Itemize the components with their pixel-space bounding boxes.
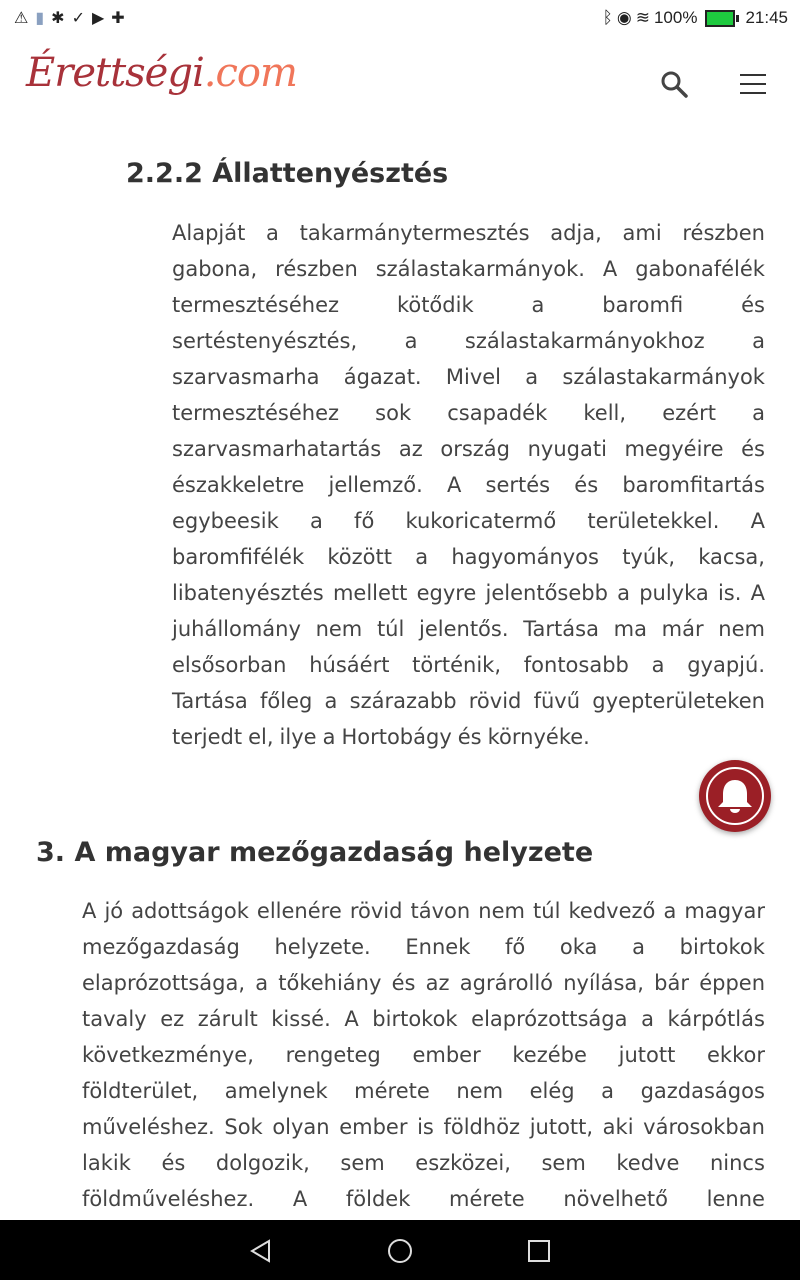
text-line: termesztéséhez sok csapadék kell, ezért a [172,401,765,425]
text-line: elsősorban húsáért történik, fontosabb a gyapjú. [172,653,765,677]
youtube-icon: ▶ [91,10,105,27]
back-icon[interactable] [248,1238,274,1264]
paragraph [82,893,765,1217]
text-line: földműveléshez. A földek mérete növelhető lenne [82,1187,765,1211]
notification-bell-button[interactable] [699,760,771,832]
text-line: terjedt el, ilye a Hortobágy és környéke. [172,725,590,749]
text-line: juhállomány nem túl jelentős. Tartása ma már nem [172,617,765,641]
battery-icon [705,10,735,27]
text-line: földterület, amelynek mérete nem elég a gazdaságos [82,1079,765,1103]
bluetooth-icon: ᛒ [602,8,613,27]
text-line: mezőgazdaság helyzete. Ennek fő oka a birtokok [82,935,765,959]
text-line: lakik és dolgozik, sem eszközei, sem kedve nincs [82,1151,765,1175]
section-heading: 2.2.2 Állattenyésztés [126,158,449,189]
wifi-icon: ≋ [635,8,650,27]
battery-percent: 100% [653,8,698,27]
text-line: Alapját a takarmánytermesztés adja, ami részben [172,221,765,245]
text-line: libatenyésztés mellett egyre jelentősebb a pulyka is. A [172,581,765,605]
text-line: termesztéséhez kötődik a baromfi és [172,293,765,317]
home-icon[interactable] [387,1238,413,1264]
site-header [0,38,800,122]
warning-icon: ⚠ [14,10,29,27]
text-line: következménye, rengeteg ember kezébe jutott ekkor [82,1043,765,1067]
article-content [0,122,800,1220]
clock: 21:45 [745,8,788,27]
app-plus-icon: ✚ [111,10,125,27]
text-line: tavaly ez zárult kissé. A birtokok elaprózottsága a kárpótlás [82,1007,765,1031]
bell-icon [699,760,771,832]
status-bar [0,0,800,38]
text-line: gabona, részben szálastakarmányok. A gabonafélék [172,257,765,281]
text-line: elaprózottsága, a tőkehiány és az agrárolló nyílása, bár éppen [82,971,765,995]
search-icon[interactable] [660,70,688,98]
menu-icon[interactable] [740,74,766,94]
text-line: műveléshez. Sok olyan ember is földhöz jutott, aki városokban [82,1115,765,1139]
text-line: sertéstenyésztés, a szálastakarmányokhoz a [172,329,765,353]
text-line: baromfifélék között a hagyományos tyúk, kacsa, [172,545,765,569]
text-line: szarvasmarha ágazat. Mivel a szálastakarmányok [172,365,765,389]
site-logo[interactable]: Érettségi.com [26,50,297,96]
text-line: A jó adottságok ellenére rövid távon nem túl kedvező a magyar [82,899,765,923]
download-done-icon: ✓ [71,10,85,27]
text-line: Tartása főleg a szárazabb rövid füvű gyepterületeken [172,689,765,713]
text-line: egybeesik a fő kukoricatermő területekkel. A [172,509,765,533]
section-heading: 3. A magyar mezőgazdaság helyzete [36,837,594,868]
eye-icon: ◉ [616,8,632,27]
avast-icon: ✱ [51,10,65,27]
navigation-bar [0,1220,800,1280]
shield-icon: ▮ [35,10,45,27]
recents-icon[interactable] [527,1239,551,1263]
text-line: északkeletre jellemző. A sertés és baromfitartás [172,473,765,497]
text-line: szarvasmarhatartás az ország nyugati megyéire és [172,437,765,461]
paragraph [172,215,765,755]
